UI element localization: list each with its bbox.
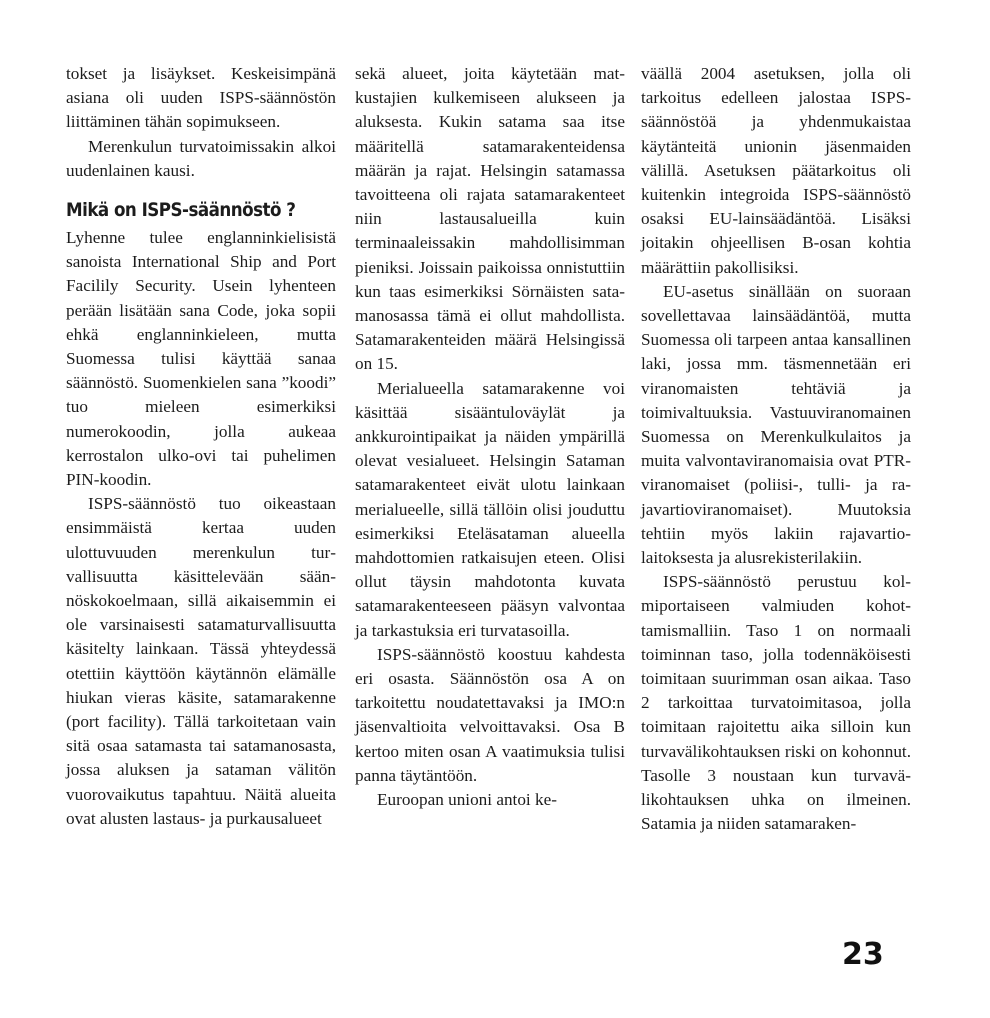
section-heading: Mikä on ISPS-säännöstö ? bbox=[66, 199, 296, 222]
body-paragraph: Lyhenne tulee englanninkielisistä sanoista International Ship and Port Facilily Security. Usein lyhenteen perään lisätään sana Code, joka sopii ehkä englanninkieleen, mutta Suomessa tulisi käyttää sanaa säännöstö. Suomenkielen sana ”koodi” tuo mieleen esimerkiksi numerokoodin, jolla aukeaa kerrostalon ulko-ovi tai puhelimen PIN-koodin. bbox=[66, 228, 336, 490]
body-paragraph: ISPS-säännöstö perustuu kolmiportaiseen valmiuden kohottamismalliin. Taso 1 on normaali toiminnan taso, jolla todennäköisesti toimitaan suurimman osan aikaa. Taso 2 tarkoittaa turvatoimitasoa, jolla toimitaan rajoitettu aika silloin kun turvavälikohtauksen riski on kohonnut. Tasolle 3 noustaan kun turvavälikohtauksen uhka on ilmeinen. Satamia ja niiden satamaraken- bbox=[641, 572, 911, 834]
body-paragraph: Merialueella satamarakenne voi käsittää sisääntuloväylät ja ankkurointipaikat ja näiden ympärillä olevat vesialueet. Helsingin Sataman satamarakenteet eivät ulotu lainkaan merialueelle, sillä tällöin olisi jouduttu esimerkiksi Eteläsataman alueella mahdottomien ratkaisujen eteen. Olisi ollut täysin mahdotonta kuvata satamarakenteeseen pääsyn valvontaa ja tarkastuksia eri turvatasoilla. bbox=[355, 378, 625, 640]
text-column-1 bbox=[66, 62, 336, 831]
body-paragraph: tokset ja lisäykset. Keskeisimpänä asiana oli uuden ISPS-säännöstön liittäminen tähän sopimukseen. bbox=[66, 64, 336, 132]
text-column-3 bbox=[641, 62, 911, 837]
body-paragraph: väällä 2004 asetuksen, jolla oli tarkoitus edelleen jalostaa ISPS-säännöstöä ja yhdenmukaistaa käytänteitä unionin jäsenmaiden välillä. Asetuksen päätarkoitus oli kuitenkin integroida ISPS-säännöstö osaksi EU-lainsäädäntöä. Lisäksi joitakin ohjeellisen B-osan kohtia määrättiin pakollisiksi. bbox=[641, 64, 911, 277]
body-paragraph: EU-asetus sinällään on suoraan sovellettavaa lainsäädäntöä, mutta Suomessa oli tarpeen antaa kansallinen laki, jossa mm. täsmennetään eri viranomaisten tehtäviä ja toimivaltuuksia. Vastuuviranomainen Suomessa on Merenkulkulaitos ja muita valvontaviranomaisia ovat PTR-viranomaiset (poliisi-, tulli- ja rajavartioviranomaiset). Muutoksia tehtiin myös lakiin rajavartiolaitoksesta ja alusrekisterilakiin. bbox=[641, 281, 911, 568]
page-number: 23 bbox=[842, 937, 884, 972]
body-paragraph: sekä alueet, joita käytetään matkustajien kulkemiseen alukseen ja aluksesta. Kukin satama saa itse määritellä satamarakenteidensa määrän ja rajat. Helsingin satamassa tavoitteena oli rajata satamarakenteet niin lastausalueilla kuin terminaaleissakin mahdollisimman pieniksi. Joissain paikoissa onnistuttiin kun taas esimerkiksi Sörnäisten satamanosassa tämä ei ollut mahdollista. Satamarakenteiden määrä Helsingissä on 15. bbox=[355, 64, 625, 374]
body-paragraph: Euroopan unioni antoi ke- bbox=[377, 790, 557, 810]
body-paragraph: ISPS-säännöstö tuo oikeastaan ensimmäistä kertaa uuden ulottuvuuden merenkulun turvallisuutta käsittelevään säännöskokoelmaan, sillä aikaisemmin ei ole varsinaisesti satamaturvallisuutta käsitelty lainkaan. Tässä yhteydessä otettiin käyttöön käytännön elämälle hiukan vieras käsite, satamarakenne (port facility). Tällä tarkoitetaan vain sitä osaa satamasta tai satamanosasta, jossa aluksen ja sataman välitön vuorovaikutus tapahtuu. Näitä alueita ovat alusten lastaus- ja purkausalueet bbox=[66, 494, 336, 828]
body-paragraph: Merenkulun turvatoimissakin alkoi uudenlainen kausi. bbox=[66, 136, 336, 180]
body-paragraph: ISPS-säännöstö koostuu kahdesta eri osasta. Säännöstön osa A on tarkoitettu noudatettavaksi ja IMO:n jäsenvaltioita velvoittavaksi. Osa B kertoo miten osan A vaatimuksia tulisi panna täytäntöön. bbox=[355, 644, 625, 785]
text-column-2 bbox=[355, 62, 625, 812]
